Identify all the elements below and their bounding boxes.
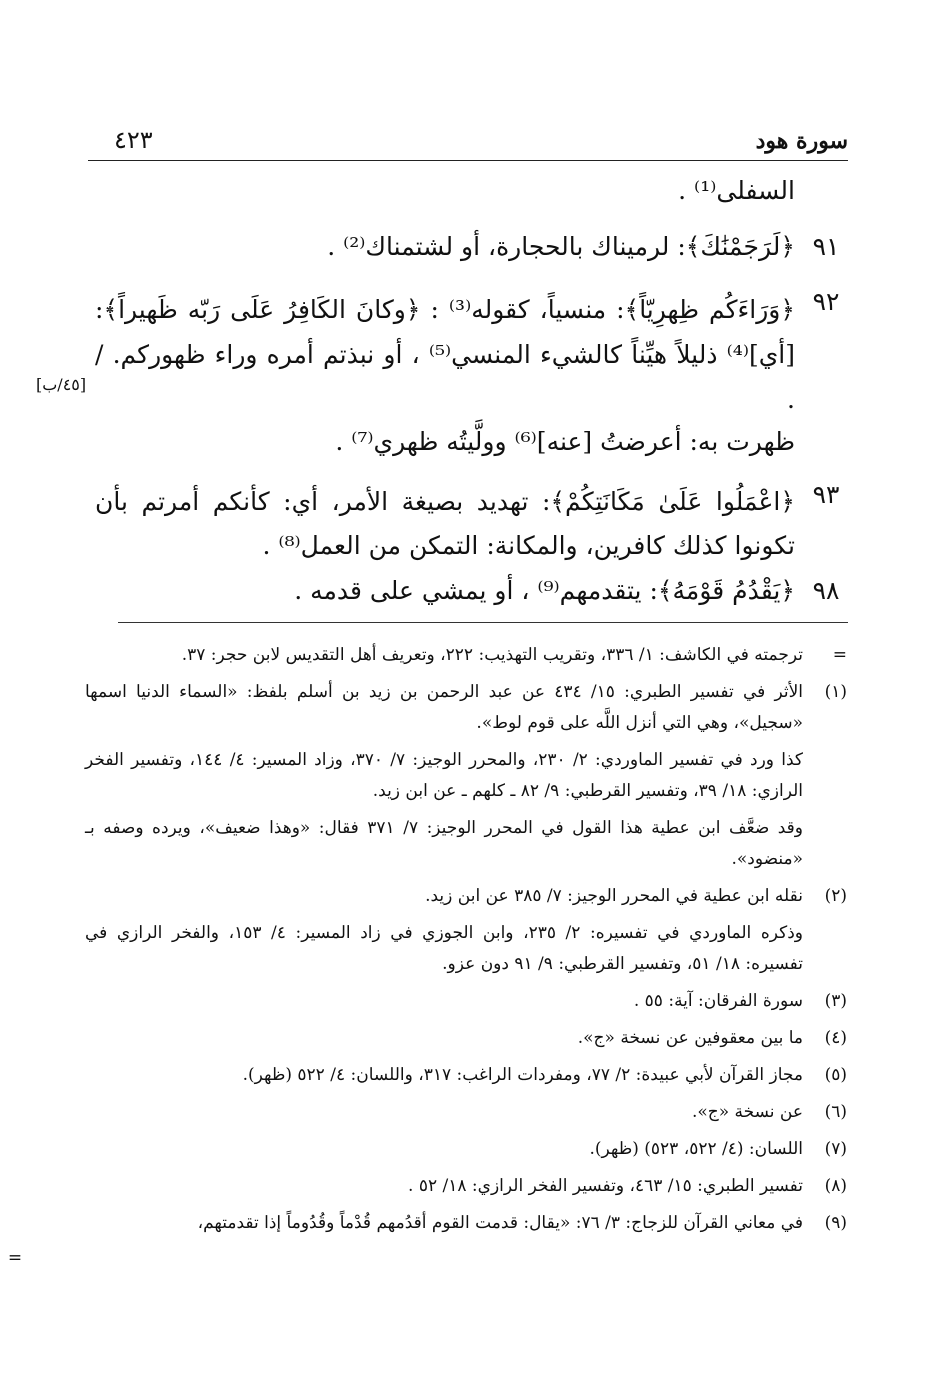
page-header [88, 128, 848, 161]
verse-number: ٩١ [812, 232, 840, 261]
footnote-text: اللسان: (٤/ ٥٢٢، ٥٢٣) (ظهر). [589, 1139, 803, 1159]
footnote-marker: = [832, 645, 847, 665]
surah-title: سورة هود [755, 128, 848, 154]
footnote-5 [85, 1060, 847, 1091]
footnote-marker: (٨) [824, 1176, 847, 1196]
verse-number: ٩٢ [812, 287, 840, 316]
footnote-marker: (٩) [824, 1213, 847, 1233]
verse-commentary: ﴿لَرَجَمْنَٰكَ﴾: لرميناك بالحجارة، أو لشتمناك⁽²⁾ . [327, 232, 795, 261]
footnote-4 [85, 1023, 847, 1054]
footnote-separator [118, 622, 848, 623]
footnote-text: الأثر في تفسير الطبري: ١٥/ ٤٣٤ عن عبد الرحمن بن زيد بن أسلم بلفظ: «السماء الدنيا اسمها «سجيل»، وهي التي أنزل اللَّه على قوم لوط». [85, 682, 804, 733]
footnote-1-paragraph-3: وقد ضعَّف ابن عطية هذا القول في المحرر الوجيز: ٧/ ٣٧١ فقال: «وهذا ضعيف»، ويرده وصفه بـ «منضود». [85, 818, 804, 869]
footnote-8 [85, 1171, 847, 1202]
footnote-1-paragraph-2: كذا ورد في تفسير الماوردي: ٢/ ٢٣٠، والمحرر الوجيز: ٧/ ٣٧٠، وزاد المسير: ٤/ ١٤٤، وتفسير الفخر الرازي: ١٨/ ٣٩، وتفسير القرطبي: ٩/ ٨٢ ـ كلهم ـ عن ابن زيد. [85, 750, 803, 801]
verse-commentary-continuation: ظهرت به: أعرضتُ [عنه]⁽⁶⁾ وولَّيتُه ظهري⁽⁷⁾ . [335, 427, 795, 456]
verse-number: ٩٣ [812, 480, 840, 509]
verse-commentary: ﴿اعْمَلُوا عَلَىٰ مَكَانَتِكُمْ﴾: تهديد بصيغة الأمر، أي: كأنكم أمرتم بأن تكونوا كذلك كافرين، والمكانة: التمكن من العمل⁽⁸⁾ . [95, 487, 795, 560]
verse-commentary: ﴿يَقْدُمُ قَوْمَهُ﴾: يتقدمهم⁽⁹⁾ ، أو يمشي على قدمه . [294, 576, 795, 605]
footnote-text: تفسير الطبري: ١٥/ ٤٦٣، وتفسير الفخر الرازي: ١٨/ ٥٢ . [408, 1176, 803, 1196]
footnote-2-paragraph-2: وذكره الماوردي في تفسيره: ٢/ ٢٣٥، وابن الجوزي في زاد المسير: ٤/ ١٥٣، والفخر الرازي في تفسيره: ١٨/ ٥١، وتفسير القرطبي: ٩/ ٩١ دون عزو. [85, 923, 804, 974]
footnote-1 [85, 677, 847, 739]
footnote-marker: (٦) [824, 1102, 847, 1122]
manuscript-folio-note: [٤٥/ب] [36, 375, 87, 394]
footnote-text: ترجمته في الكاشف: ١/ ٣٣٦، وتقريب التهذيب: ٢٢٢، وتعريف أهل التقديس لابن حجر: ٣٧. [181, 645, 803, 665]
footnote-9 [85, 1208, 847, 1239]
footnotes [85, 640, 847, 1245]
footnote-text: عن نسخة «ج». [691, 1102, 803, 1122]
verse-number: ٩٨ [812, 576, 840, 605]
commentary-line: السفلى⁽¹⁾ . [678, 176, 795, 205]
footnote-marker: (٤) [824, 1028, 847, 1048]
footnote-6 [85, 1097, 847, 1128]
footnote-marker: (٣) [824, 991, 847, 1011]
footnote-marker: (٢) [824, 886, 847, 906]
footnote-text: مجاز القرآن لأبي عبيدة: ٢/ ٧٧، ومفردات الراغب: ٣١٧، واللسان: ٤/ ٥٢٢ (ظهر). [242, 1065, 803, 1085]
page-number: ٤٢٣ [114, 126, 153, 154]
footnote-continuation-marker: = [7, 1248, 23, 1268]
footnote-2 [85, 881, 847, 912]
footnote-carryover [85, 640, 847, 671]
footnote-marker: (٥) [824, 1065, 847, 1085]
footnote-text: سورة الفرقان: آية: ٥٥ . [633, 991, 803, 1011]
footnote-marker: (١) [824, 682, 847, 702]
verse-commentary: ﴿وَرَاءَكُم ظِهرِيّاً﴾: منسياً، كقوله⁽³⁾ : ﴿وكانَ الكَافِرُ عَلَى رَبّه ظَهيراً﴾: [أي]⁽⁴⁾ ذليلاً هيِّناً كالشيء المنسي⁽⁵⁾ ، أو نبذتم أمره وراء ظهوركم. / . [95, 295, 795, 414]
footnote-3 [85, 986, 847, 1017]
footnote-text: نقله ابن عطية في المحرر الوجيز: ٧/ ٣٨٥ عن ابن زيد. [425, 886, 803, 906]
footnote-marker: (٧) [824, 1139, 847, 1159]
footnote-text: ما بين معقوفين عن نسخة «ج». [577, 1028, 803, 1048]
footnote-7 [85, 1134, 847, 1165]
footnote-text: في معاني القرآن للزجاج: ٣/ ٧٦: «يقال: قدمت القوم أقدُمهم قُدْماً وقُدُوماً إذا تقدمتهم، [197, 1213, 803, 1233]
